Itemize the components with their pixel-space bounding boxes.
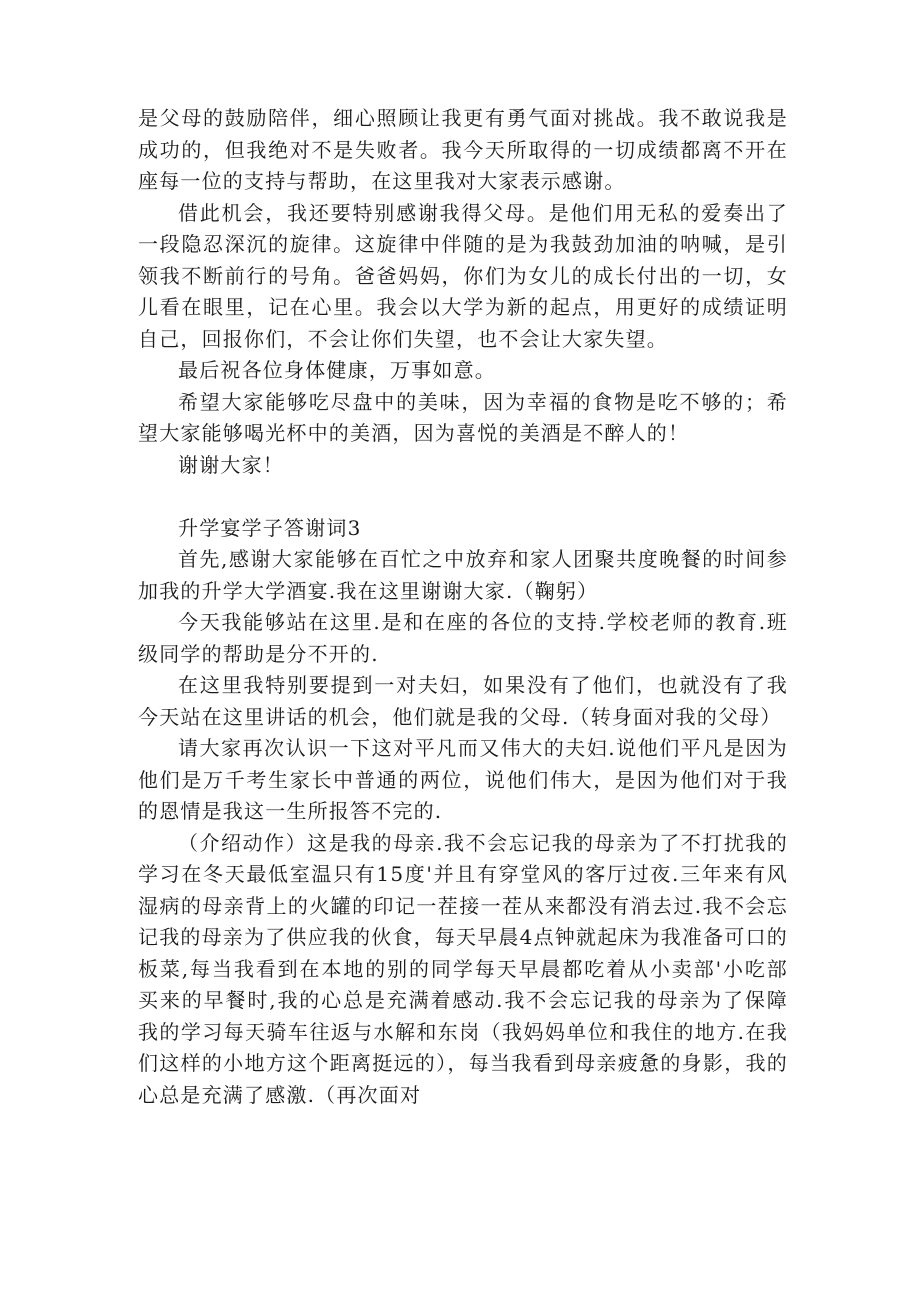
paragraph: 谢谢大家！ <box>178 452 284 477</box>
paragraph: 首先,感谢大家能够在百忙之中放弃和家人团聚共度晚餐的时间参加我的升学大学酒宴.我在这里谢谢大家.（鞠躬） <box>138 547 788 603</box>
paragraph: 在这里我特别要提到一对夫妇，如果没有了他们，也就没有了我今天站在这里讲话的机会，他们就是我的父母.（转身面对我的父母） <box>138 673 788 729</box>
paragraph: 最后祝各位身体健康，万事如意。 <box>178 358 496 382</box>
document-body <box>138 103 788 1111</box>
paragraph: 今天我能够站在这里.是和在座的各位的支持.学校老师的教育.班级同学的帮助是分不开的. <box>138 610 788 666</box>
paragraph: 希望大家能够吃尽盘中的美味，因为幸福的食物是吃不够的；希望大家能够喝光杯中的美酒，因为喜悦的美酒是不醉人的！ <box>138 389 788 445</box>
section-title: 升学宴学子答谢词3 <box>178 515 362 540</box>
paragraph: 请大家再次认识一下这对平凡而又伟大的夫妇.说他们平凡是因为他们是万千考生家长中普通的两位，说他们伟大，是因为他们对于我的恩情是我这一生所报答不完的. <box>138 736 788 823</box>
paragraph: 是父母的鼓励陪伴，细心照顾让我更有勇气面对挑战。我不敢说我是成功的，但我绝对不是失败者。我今天所取得的一切成绩都离不开在座每一位的支持与帮助，在这里我对大家表示感谢。 <box>138 106 788 193</box>
blank-line <box>138 481 788 513</box>
paragraph: （介绍动作）这是我的母亲.我不会忘记我的母亲为了不打扰我的学习在冬天最低室温只有15度'并且有穿堂风的客厅过夜.三年来有风湿病的母亲背上的火罐的印记一茬接一茬从来都没有消去过.我不会忘记我的母亲为了供应我的伙食，每天早晨4点钟就起床为我准备可口的板菜,每当我看到在本地的别的同学每天早晨都吃着从小卖部'小吃部买来的早餐时,我的心总是充满着感动.我不会忘记我的母亲为了保障我的学习每天骑车往返与水解和东岗（我妈妈单位和我住的地方.在我们这样的小地方这个距离挺远的），每当我看到母亲疲惫的身影，我的心总是充满了感激.（再次面对 <box>138 830 788 1107</box>
paragraph: 借此机会，我还要特别感谢我得父母。是他们用无私的爱奏出了一段隐忍深沉的旋律。这旋律中伴随的是为我鼓劲加油的呐喊，是引领我不断前行的号角。爸爸妈妈，你们为女儿的成长付出的一切，女儿看在眼里，记在心里。我会以大学为新的起点，用更好的成绩证明自己，回报你们，不会让你们失望，也不会让大家失望。 <box>138 200 788 351</box>
